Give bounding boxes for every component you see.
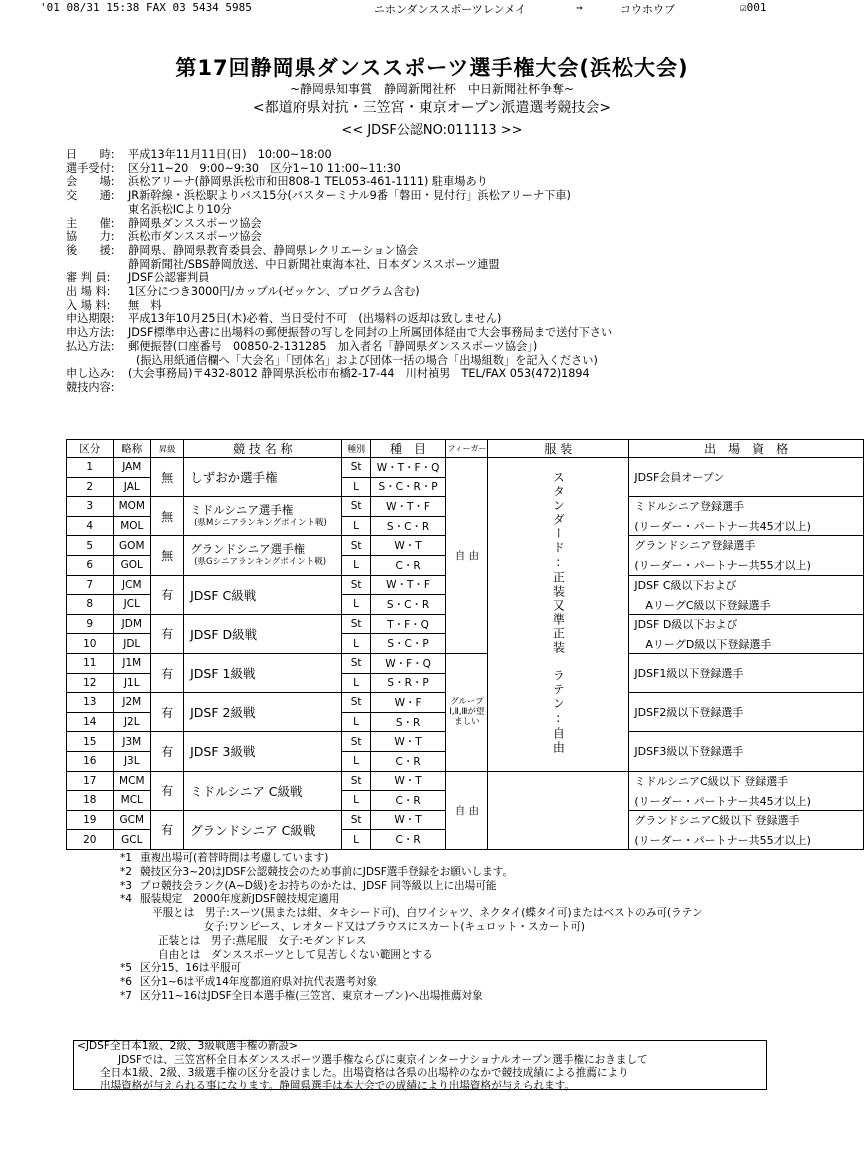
note-row [120,880,702,894]
row-dances: S・C・R・P [370,477,446,497]
row-dances: C・R [370,751,446,771]
fax-arrow: → [576,1,583,14]
row-no: 16 [67,751,114,771]
info-value: 区分11~20 9:00~9:30 区分1~10 11:00~11:30 [128,161,401,175]
row-abbr: JCL [113,595,151,615]
info-label [66,258,128,272]
row-no: 19 [67,810,114,830]
event-name [184,771,342,810]
row-no: 6 [67,555,114,575]
subtitle-selection: <都道府県対抗・三笠宮・東京オープン派遣選考競技会> [252,100,612,116]
qualification [629,771,864,810]
note-key: *7 [120,989,133,1002]
row-abbr: J3L [113,751,151,771]
info-label: 払込方法: [66,339,115,353]
note-row [120,921,702,935]
note-row [120,893,702,907]
row-type: St [342,575,370,595]
row-abbr: GOM [113,536,151,556]
competition-table [66,439,864,850]
info-value: 静岡新聞社/SBS静岡放送、中日新聞社東海本社、日本ダンススポーツ連盟 [128,257,500,271]
note-text: 区分15、16は平服可 [140,962,242,975]
row-abbr: JCM [113,575,151,595]
info-row [66,326,806,340]
info-value: JDSF公認審判員 [128,271,210,285]
row-type: L [342,595,370,615]
qualification-line: JDSF会員オープン [634,471,725,485]
header-name: 競 技 名 称 [184,440,342,458]
note-text: プロ競技会ランク(A~D級)をお持ちのかたは、JDSF 同等級以上に出場可能 [140,879,497,892]
row-dances: T・F・Q [370,614,446,634]
info-row [66,148,806,162]
row-type: St [342,732,370,752]
row-promo: 有 [151,693,184,732]
info-value: (大会事務局)〒432-8012 静岡県浜松市布橋2-17-44 川村禎男 TEL/FAX 053(472)1894 [128,367,590,381]
info-label: 会 場: [66,175,115,189]
row-abbr: JAL [113,477,151,497]
info-label: 申し込み: [66,367,115,381]
figure-free-1: 自 由 [446,458,488,654]
table-row [67,458,864,478]
info-label: 出 場 料: [66,285,111,299]
row-dances: W・T [370,810,446,830]
info-value: 静岡県ダンススポーツ協会 [128,216,262,230]
row-promo: 無 [151,497,184,536]
info-label [66,203,128,217]
qualification [629,732,864,771]
row-no: 2 [67,477,114,497]
qualification-line: JDSF3級以下登録選手 [634,745,744,759]
qualification-line: JDSF2級以下登録選手 [634,706,744,720]
note-text: 自由とは ダンススポーツとして見苦しくない範囲とする [158,948,433,961]
qualification-line: AリーグD級以下登録選手 [634,637,772,651]
qualification [629,693,864,732]
row-no: 14 [67,712,114,732]
row-abbr: JDM [113,614,151,634]
note-row [120,866,702,880]
info-row [66,162,806,176]
row-dances: W・T [370,732,446,752]
figure-free-2: 自 由 [446,771,488,849]
qualification-line: (リーダー・パートナー共45才以上) [634,520,811,534]
qualification [629,458,864,497]
row-type: St [342,536,370,556]
row-abbr: J2L [113,712,151,732]
note-key: *3 [120,879,133,892]
event-name-text: しずおか選手権 [190,470,278,486]
header-type: 種別 [342,440,370,458]
event-name [184,575,342,614]
row-no: 9 [67,614,114,634]
row-abbr: GCL [113,830,151,850]
qualification [629,575,864,614]
event-name-text: ミドルシニア C級戦 [190,783,303,799]
notice-line: 全日本1級、2級、3級選手権の区分を設けました。出場資格は各県の出場枠のなかで競技成績による推薦により [100,1067,629,1079]
row-dances: S・C・P [370,634,446,654]
note-text: 重複出場可(着替時間は考慮しています) [140,852,329,864]
row-dances: W・F [370,693,446,713]
header-dances: 種 目 [370,440,446,458]
fax-datetime: '01 08/31 15:38 FAX 03 5434 5985 [40,1,252,14]
info-label: 競技内容: [66,380,115,394]
header-qualification: 出 場 資 格 [629,440,864,458]
info-value: 平成13年11月11日(日) 10:00~18:00 [128,148,332,161]
row-dances: W・T・F・Q [370,458,446,478]
info-row [66,367,806,381]
note-row [120,990,702,1004]
event-name-note: (県Mシニアランキングポイント戦) [194,517,327,528]
row-promo: 有 [151,653,184,692]
event-name-text: JDSF 2級戦 [190,705,256,721]
event-name-text: JDSF 3級戦 [190,744,256,760]
note-row [120,852,702,866]
note-key [120,907,140,921]
row-type: St [342,614,370,634]
note-key [120,921,140,935]
fax-sender: ニホンダンススポーツレンメイ [374,3,527,16]
note-row [120,935,702,949]
row-type: L [342,712,370,732]
row-no: 18 [67,791,114,811]
row-dances: W・T [370,771,446,791]
row-dances: W・T・F [370,497,446,517]
row-promo: 無 [151,536,184,575]
notice-box [73,1040,767,1090]
note-text: 平服とは 男子:スーツ(黒または紺、タキシード可)、白ワイシャツ、ネクタイ(蝶タイ可)またはベストのみ可(ラテン [152,907,703,920]
note-key: *4 [120,893,133,906]
info-label: 主 催: [66,216,115,230]
row-dances: W・T・F [370,575,446,595]
qualification-line: JDSF1級以下登録選手 [634,667,744,681]
info-label: 選手受付: [66,161,115,175]
info-row [66,217,806,231]
info-value: (振込用紙通信欄へ「大会名」「団体名」および団体一括の場合「出場組数」を記入ください) [136,353,598,367]
row-no: 11 [67,653,114,673]
info-row [66,285,806,299]
dress-code [488,458,629,772]
info-row [66,271,806,285]
row-type: L [342,555,370,575]
event-name-text: JDSF C級戦 [190,587,257,603]
info-value: 無 料 [128,298,162,312]
qualification-line: (リーダー・パートナー共55才以上) [634,559,811,573]
event-name [184,458,342,497]
info-label [66,354,136,368]
note-text: 競技区分3~20はJDSF公認競技会のため事前にJDSF選手登録をお願いします。 [140,865,514,878]
row-no: 1 [67,458,114,478]
row-abbr: GCM [113,810,151,830]
qualification-line: (リーダー・パートナー共45才以上) [634,794,811,808]
note-row [120,949,702,963]
info-value: 東名浜松ICより10分 [128,202,232,216]
row-type: L [342,673,370,693]
row-type: L [342,634,370,654]
table-header-row [67,440,864,458]
event-name [184,732,342,771]
info-label: 申込方法: [66,326,115,340]
qualification [629,653,864,692]
event-name [184,653,342,692]
info-row [66,299,806,313]
note-key [120,935,140,949]
row-abbr: J2M [113,693,151,713]
row-type: L [342,791,370,811]
info-row [66,381,806,395]
info-value: 郵便振替(口座番号 00850-2-131285 加入者名「静岡県ダンススポーツ協会」) [128,339,538,353]
row-abbr: J1M [113,653,151,673]
table-row [67,653,864,673]
event-name-text: JDSF 1級戦 [190,666,256,682]
row-abbr: MCM [113,771,151,791]
qualification-line: AリーグC級以下登録選手 [634,598,771,612]
row-type: L [342,516,370,536]
info-row [66,230,806,244]
fax-page: ☑001 [740,1,767,14]
row-promo: 有 [151,810,184,849]
row-no: 17 [67,771,114,791]
row-abbr: JAM [113,458,151,478]
row-abbr: J3M [113,732,151,752]
row-type: St [342,810,370,830]
row-dances: C・R [370,791,446,811]
dress-code-blank [488,771,629,849]
row-type: L [342,830,370,850]
row-no: 10 [67,634,114,654]
qualification [629,614,864,653]
qualification [629,497,864,536]
row-type: L [342,477,370,497]
note-key: *2 [120,865,133,878]
row-dances: W・F・Q [370,653,446,673]
row-type: L [342,751,370,771]
event-name-note: (県Gシニアランキングポイント戦) [194,556,327,567]
header-promo: 昇級 [151,440,184,458]
info-value: 浜松市ダンススポーツ協会 [128,230,262,244]
row-dances: W・T [370,536,446,556]
row-dances: C・R [370,555,446,575]
row-dances: C・R [370,830,446,850]
row-promo: 無 [151,458,184,497]
row-dances: S・R [370,712,446,732]
table-row [67,771,864,791]
row-abbr: J1L [113,673,151,693]
header-dress: 服 装 [488,440,629,458]
row-abbr: GOL [113,555,151,575]
row-dances: S・C・R [370,595,446,615]
header-figure: フィーガー [446,440,488,458]
row-promo: 有 [151,575,184,614]
qualification-line: (リーダー・パートナー共55才以上) [634,833,811,847]
info-label: 申込期限: [66,312,115,326]
event-name [184,497,342,536]
row-type: St [342,771,370,791]
row-no: 15 [67,732,114,752]
note-row [120,907,702,921]
qualification-line: ミドルシニア登録選手 [634,500,745,514]
note-key: *1 [120,852,133,864]
info-value: 浜松アリーナ(静岡県浜松市和田808-1 TEL053-461-1111) 駐車場あり [128,175,488,189]
note-text: 女子:ワンピース、レオタード又はブラウスにスカート(キュロット・スカート可) [140,920,586,933]
row-abbr: JDL [113,634,151,654]
event-info [66,148,806,395]
row-dances: S・C・R [370,516,446,536]
info-value: JR新幹線・浜松駅よりバス15分(バスターミナル9番「磐田・見付行」浜松アリーナ下車) [128,189,571,203]
row-promo: 有 [151,732,184,771]
figure-group: グループⅠ,Ⅱ,Ⅲが望ましい [446,653,488,771]
info-row [66,244,806,258]
note-key: *6 [120,976,133,989]
info-row [66,189,806,203]
row-promo: 有 [151,771,184,810]
info-label: 協 力: [66,230,115,244]
notice-line: JDSFでは、三笠宮杯全日本ダンススポーツ選手権ならびに東京インターナショナルオープン選手権におきまして [118,1054,648,1066]
row-type: St [342,458,370,478]
subtitle-certification: << JDSF公認NO:011113 >> [341,123,523,138]
info-row [66,312,806,326]
row-type: St [342,653,370,673]
event-name [184,536,342,575]
info-row [66,340,806,354]
event-name-text: ミドルシニア選手権 [190,502,294,517]
row-no: 12 [67,673,114,693]
row-no: 20 [67,830,114,850]
row-no: 13 [67,693,114,713]
info-label: 後 援: [66,243,115,257]
qualification [629,536,864,575]
row-no: 7 [67,575,114,595]
page-title: 第17回静岡県ダンススポーツ選手権大会(浜松大会) [175,56,689,80]
row-no: 3 [67,497,114,517]
note-text: 区分11~16はJDSF全日本選手権(三笠宮、東京オープン)へ出場推薦対象 [140,989,483,1002]
qualification [629,810,864,849]
header-no: 区分 [67,440,114,458]
qualification-line: グランドシニアC級以下 登録選手 [634,813,800,827]
info-value: 1区分につき3000円/カップル(ゼッケン、プログラム含む) [128,285,420,299]
event-name [184,614,342,653]
notice-title: <JDSF全日本1級、2級、3級戦選手権の新設> [77,1040,298,1052]
info-label: 審 判 員: [66,271,111,285]
notes [120,852,702,1004]
row-no: 5 [67,536,114,556]
note-text: 服装規定 2000年度新JDSF競技規定適用 [140,893,340,906]
qualification-line: JDSF C級以下および [634,578,737,592]
info-row [66,175,806,189]
info-row [66,203,806,217]
qualification-line: グランドシニア登録選手 [634,539,756,553]
event-name-text: グランドシニア C級戦 [190,822,316,838]
subtitle-awards: ~静岡県知事賞 静岡新聞社杯 中日新聞社杯争奪~ [289,82,575,96]
note-key: *5 [120,962,133,975]
info-row [66,258,806,272]
event-name [184,693,342,732]
row-abbr: MOL [113,516,151,536]
header-abbr: 略称 [113,440,151,458]
event-name [184,810,342,849]
row-type: St [342,693,370,713]
note-text: 区分1~6は平成14年度都道府県対抗代表選考対象 [140,976,378,989]
info-value: 平成13年10月25日(木)必着、当日受付不可 (出場料の返却は致しません) [128,312,502,326]
row-no: 8 [67,595,114,615]
row-no: 4 [67,516,114,536]
fax-header [0,0,864,14]
info-row [66,354,806,368]
row-type: St [342,497,370,517]
qualification-line: JDSF D級以下および [634,617,738,631]
row-dances: S・R・P [370,673,446,693]
info-label: 交 通: [66,189,115,203]
info-value: JDSF標準申込書に出場料の郵便振替の写しを同封の上所属団体経由で大会事務局まで送付下さい [128,326,613,340]
info-label: 入 場 料: [66,298,111,312]
fax-recipient: コウホウブ [620,3,675,16]
qualification-line: ミドルシニアC級以下 登録選手 [634,774,789,788]
note-row [120,962,702,976]
event-name-text: JDSF D級戦 [190,626,258,642]
note-key [120,949,140,963]
row-abbr: MOM [113,497,151,517]
note-row [120,976,702,990]
event-name-text: グランドシニア選手権 [190,541,306,556]
info-label: 日 時: [66,148,115,161]
note-text: 正装とは 男子:燕尾服 女子:モダンドレス [158,934,367,947]
info-value: 静岡県、静岡県教育委員会、静岡県レクリエーション協会 [128,243,418,257]
dress-code-text: スタンダード:正装又準正装 ラテン:自由 [551,470,566,755]
row-promo: 有 [151,614,184,653]
row-abbr: MCL [113,791,151,811]
notice-line: 出場資格が与えられる事になります。静岡県選手は本大会での成績により出場資格が与えられます。 [100,1080,576,1092]
